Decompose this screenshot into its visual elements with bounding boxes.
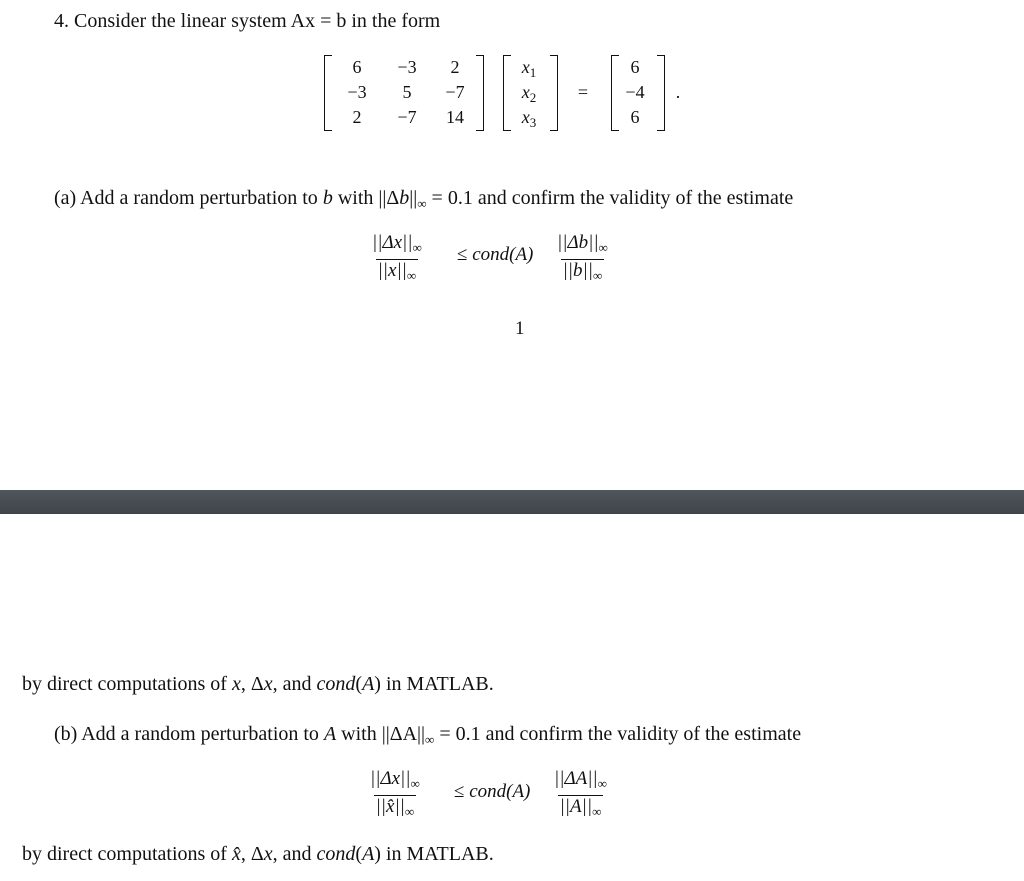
vector-x-cell: $x_2$ (521, 82, 537, 105)
vector-x-right-bracket (550, 55, 558, 131)
matrix-a-cell: 6 (352, 57, 362, 77)
part-b-statement: (b) Add a random perturbation to A with $||\Delta A||_\infty = 0.1$ and confirm the validity of the estimate (54, 723, 802, 747)
estimate-a-lhs-fraction: $\frac{||\Delta x||_\infty}{||x||_\infty}$ (370, 232, 424, 287)
part-a-conclusion: by direct computations of x, Δx, and cond(A) in MATLAB. (22, 673, 494, 695)
matrix-a-cell: −3 (347, 82, 367, 102)
matrix-a-cell: 5 (402, 82, 412, 102)
period: . (675, 82, 681, 102)
estimate-a-rhs-fraction: $\frac{||\Delta b||_\infty}{||b||_\infty}$ (555, 232, 610, 287)
matrix-a-left-bracket (324, 55, 332, 131)
estimate-a-cond: ≤ cond(A) (457, 244, 534, 265)
matrix-a-cell: 2 (352, 107, 362, 127)
matrix-a-cell: 2 (450, 57, 460, 77)
matrix-a-cell: −7 (445, 82, 465, 102)
part-a-statement: (a) Add a random perturbation to b with $||\Delta b||_\infty = 0.1$ and confirm the validity of the estimate (54, 187, 794, 211)
estimate-b-lhs-fraction: $\frac{||\Delta x||_\infty}{||x̂||_\infty}$ (368, 768, 422, 823)
vector-x-cell: $x_1$ (521, 57, 537, 80)
page-number: 1 (515, 318, 525, 339)
matrix-a-cell: −3 (397, 57, 417, 77)
vector-b-cell: 6 (630, 57, 640, 77)
matrix-a-cell: −7 (397, 107, 417, 127)
part-b-conclusion: by direct computations of x̂, Δx, and cond(A) in MATLAB. (22, 843, 494, 865)
matrix-a-right-bracket (476, 55, 484, 131)
matrix-a-cell: 14 (446, 107, 464, 127)
vector-b-cell: 6 (630, 107, 640, 127)
page-divider (0, 490, 1024, 514)
vector-b-cell: −4 (625, 82, 645, 102)
equals-sign: = (577, 82, 589, 102)
estimate-b-rhs-fraction: $\frac{||\Delta A||_\infty}{||A||_\infty}$ (552, 768, 609, 823)
vector-b-right-bracket (657, 55, 665, 131)
problem-heading: 4. Consider the linear system Ax = b in the form (54, 10, 441, 32)
vector-x-cell: $x_3$ (521, 107, 537, 130)
estimate-b-cond: ≤ cond(A) (454, 781, 531, 802)
